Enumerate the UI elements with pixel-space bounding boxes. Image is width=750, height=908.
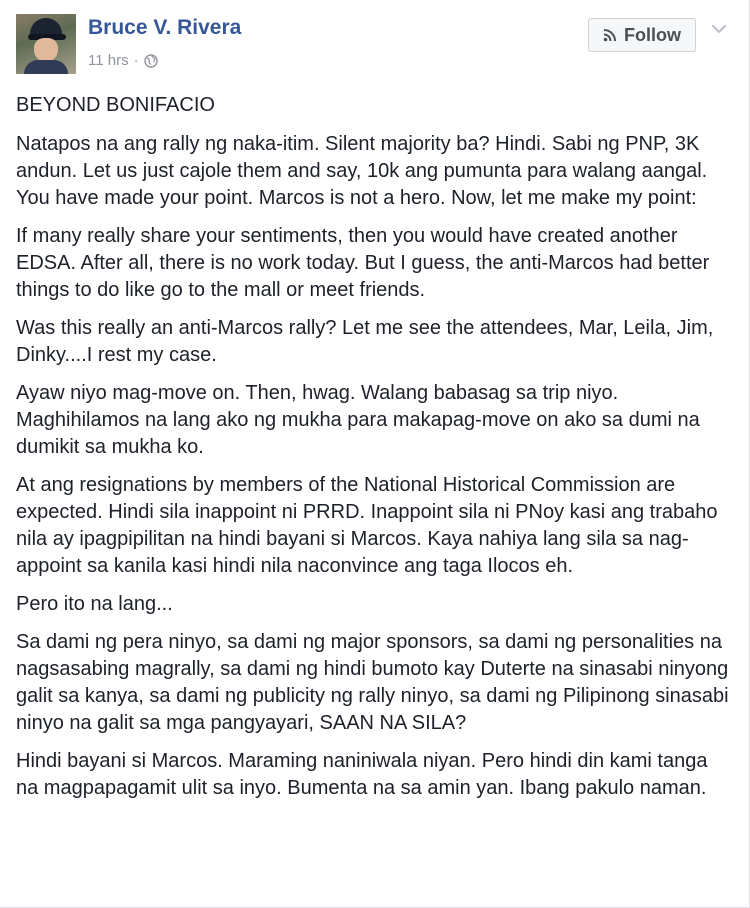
post-meta	[88, 52, 158, 69]
avatar-face	[34, 38, 58, 62]
post-timestamp[interactable]: 11 hrs	[88, 52, 129, 69]
post-paragraph: Sa dami ng pera ninyo, sa dami ng major sponsors, sa dami ng personalities na nagsasabing magrally, sa dami ng hindi bumoto kay Duterte na sinasabi ninyong galit sa kanya, sa dami ng publicity ng rally ninyo, sa dami ng Pilipinong sinasabi ninyo na galit sa mga pangyayari, SAAN NA SILA?	[16, 631, 729, 734]
post-paragraph: If many really share your sentiments, then you would have created another EDSA. After all, there is no work today. But I guess, the anti-Marcos had better things to do like go to the mall or meet friends.	[16, 225, 710, 301]
chevron-down-icon[interactable]	[708, 20, 730, 38]
post-body	[16, 92, 731, 813]
post-paragraph: Natapos na ang rally ng naka-itim. Silent majority ba? Hindi. Sabi ng PNP, 3K andun. Let us just cajole them and say, 10k ang pumunta para walang aangal. You have made your point. Marcos is not a hero. Now, let me make my point:	[16, 133, 708, 209]
follow-button-label: Follow	[624, 24, 681, 45]
rss-icon	[603, 28, 617, 42]
meta-separator: ·	[133, 52, 139, 69]
post-paragraph-title: BEYOND BONIFACIO	[16, 94, 215, 116]
post-paragraph: Hindi bayani si Marcos. Maraming naniniwala niyan. Pero hindi din kami tanga na magpapagamit ulit sa inyo. Bumenta na sa amin yan. Ibang pakulo naman.	[16, 750, 708, 799]
avatar[interactable]	[16, 14, 76, 74]
author-name[interactable]: Bruce V. Rivera	[88, 16, 242, 39]
post-header	[16, 14, 736, 76]
post-paragraph: Pero ito na lang...	[16, 593, 173, 615]
globe-icon	[144, 54, 158, 68]
follow-button[interactable]	[588, 18, 696, 52]
post-paragraph: Was this really an anti-Marcos rally? Let me see the attendees, Mar, Leila, Jim, Dinky....I rest my case.	[16, 317, 714, 366]
avatar-shirt	[24, 60, 68, 74]
post-paragraph: Ayaw niyo mag-move on. Then, hwag. Walang babasag sa trip niyo. Maghihilamos na lang ako ng mukha para makapag-move on ako sa dumi na dumikit sa mukha ko.	[16, 382, 700, 458]
post-paragraph: At ang resignations by members of the National Historical Commission are expected. Hindi sila inappoint ni PRRD. Inappoint sila ni PNoy kasi ang trabaho nila ay ipagpipilitan na hindi bayani si Marcos. Kaya nahiya lang sila sa nag-appoint sa kanila kasi hindi nila naconvince ang taga Ilocos eh.	[16, 474, 718, 577]
